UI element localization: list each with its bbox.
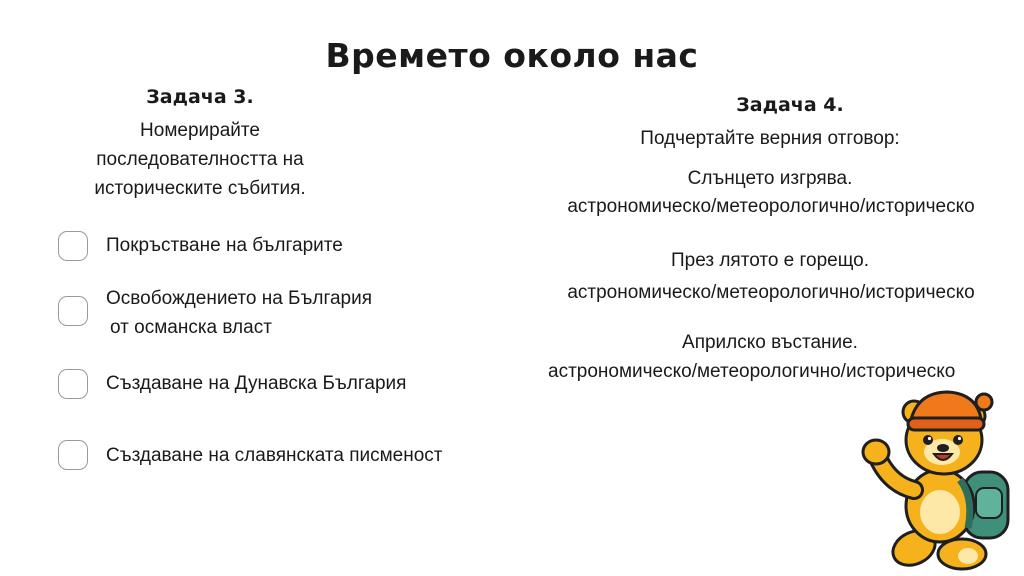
task3-item-2-line1: Освобождението на България	[106, 288, 373, 309]
task4-instruction: Подчертайте верния отговор:	[640, 128, 900, 149]
task3-item-2-line2: от османска власт	[110, 317, 272, 338]
task3-heading: Задача 3.	[146, 86, 254, 108]
teddy-bear-mascot-icon	[856, 388, 1020, 574]
task4-statement-2: През лятото е горещо.	[670, 250, 870, 271]
task4-options-2[interactable]: астрономическо/метеорологично/историческо	[567, 282, 975, 303]
checkbox-item-3[interactable]	[58, 369, 88, 399]
task3-instruction-line3: историческите събития.	[94, 178, 306, 199]
checkbox-item-4[interactable]	[58, 440, 88, 470]
task3-item-4: Създаване на славянската писменост	[106, 445, 443, 466]
task4-options-3[interactable]: астрономическо/метеорологично/историческо	[548, 361, 956, 382]
task4-statement-3: Априлско въстание.	[682, 332, 858, 353]
task3-item-1: Покръстване на българите	[106, 235, 343, 256]
task4-heading: Задача 4.	[736, 94, 844, 116]
checkbox-item-2[interactable]	[58, 296, 88, 326]
task3-instruction-line2: последователността на	[96, 149, 304, 170]
checkbox-item-1[interactable]	[58, 231, 88, 261]
task3-item-3: Създаване на Дунавска България	[106, 373, 407, 394]
task4-statement-1: Слънцето изгрява.	[687, 168, 853, 189]
task4-options-1[interactable]: астрономическо/метеорологично/историческо	[567, 196, 975, 217]
task3-instruction-line1: Номерирайте	[140, 120, 260, 141]
page-title: Времето около нас	[325, 36, 699, 75]
